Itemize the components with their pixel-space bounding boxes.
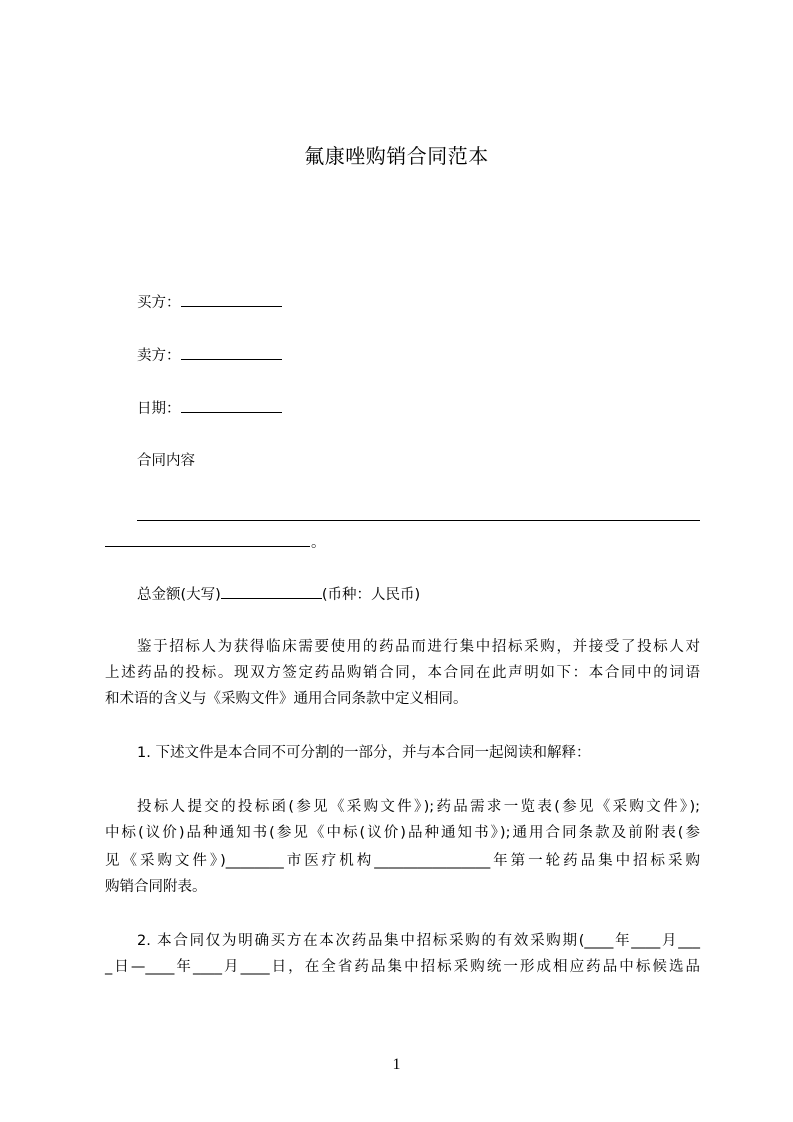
para1-line3: 和术语的含义与《采购文件》通用合同条款中定义相同。: [105, 691, 468, 707]
para2-line1: 投标人提交的投标函(参见《采购文件》);药品需求一览表(参见《采购文件》);: [137, 799, 700, 815]
content-rule-1: [137, 520, 700, 521]
buyer-blank: [181, 292, 282, 307]
para1-line1: 鉴于招标人为获得临床需要使用的药品而进行集中招标采购，并接受了投标人对: [137, 639, 700, 655]
seller-field: [137, 345, 282, 366]
date-label: 日期：: [137, 401, 181, 417]
para1-line2: 上述药品的投标。现双方签定药品购销合同，本合同在此声明如下：本合同中的词语: [105, 665, 700, 681]
total-amount-label: 总金额(大写): [137, 587, 221, 603]
clause2-line1: 2. 本合同仅为明确买方在本次药品集中招标采购的有效采购期(____年____月___: [137, 933, 700, 949]
content-line-end: 。: [311, 535, 326, 551]
page-number: 1: [392, 1056, 401, 1073]
total-amount-field: [137, 584, 420, 605]
clause2-line2: _日—____年____月____日，在全省药品集中招标采购统一形成相应药品中标候选品: [105, 959, 700, 975]
document-title: 氟康唑购销合同范本: [304, 144, 489, 168]
date-blank: [181, 398, 282, 413]
seller-label: 卖方：: [137, 348, 181, 364]
total-amount-blank: [221, 584, 322, 599]
para2-line3: 见《采购文件》)________市医疗机构________________年第一轮药品集中招标采购: [105, 853, 700, 869]
seller-blank: [181, 345, 282, 360]
para2-line2: 中标(议价)品种通知书(参见《中标(议价)品种通知书》);通用合同条款及前附表(参: [105, 825, 700, 841]
clause1: 1. 下述文件是本合同不可分割的一部分，并与本合同一起阅读和解释：: [137, 745, 591, 761]
content-rule-2: [105, 546, 310, 547]
currency-note: (币种：人民币): [321, 587, 421, 603]
para2-line4: 购销合同附表。: [105, 879, 207, 895]
buyer-label: 买方：: [137, 295, 181, 311]
buyer-field: [137, 292, 282, 313]
date-field: [137, 398, 282, 419]
content-heading: 合同内容: [137, 453, 195, 469]
